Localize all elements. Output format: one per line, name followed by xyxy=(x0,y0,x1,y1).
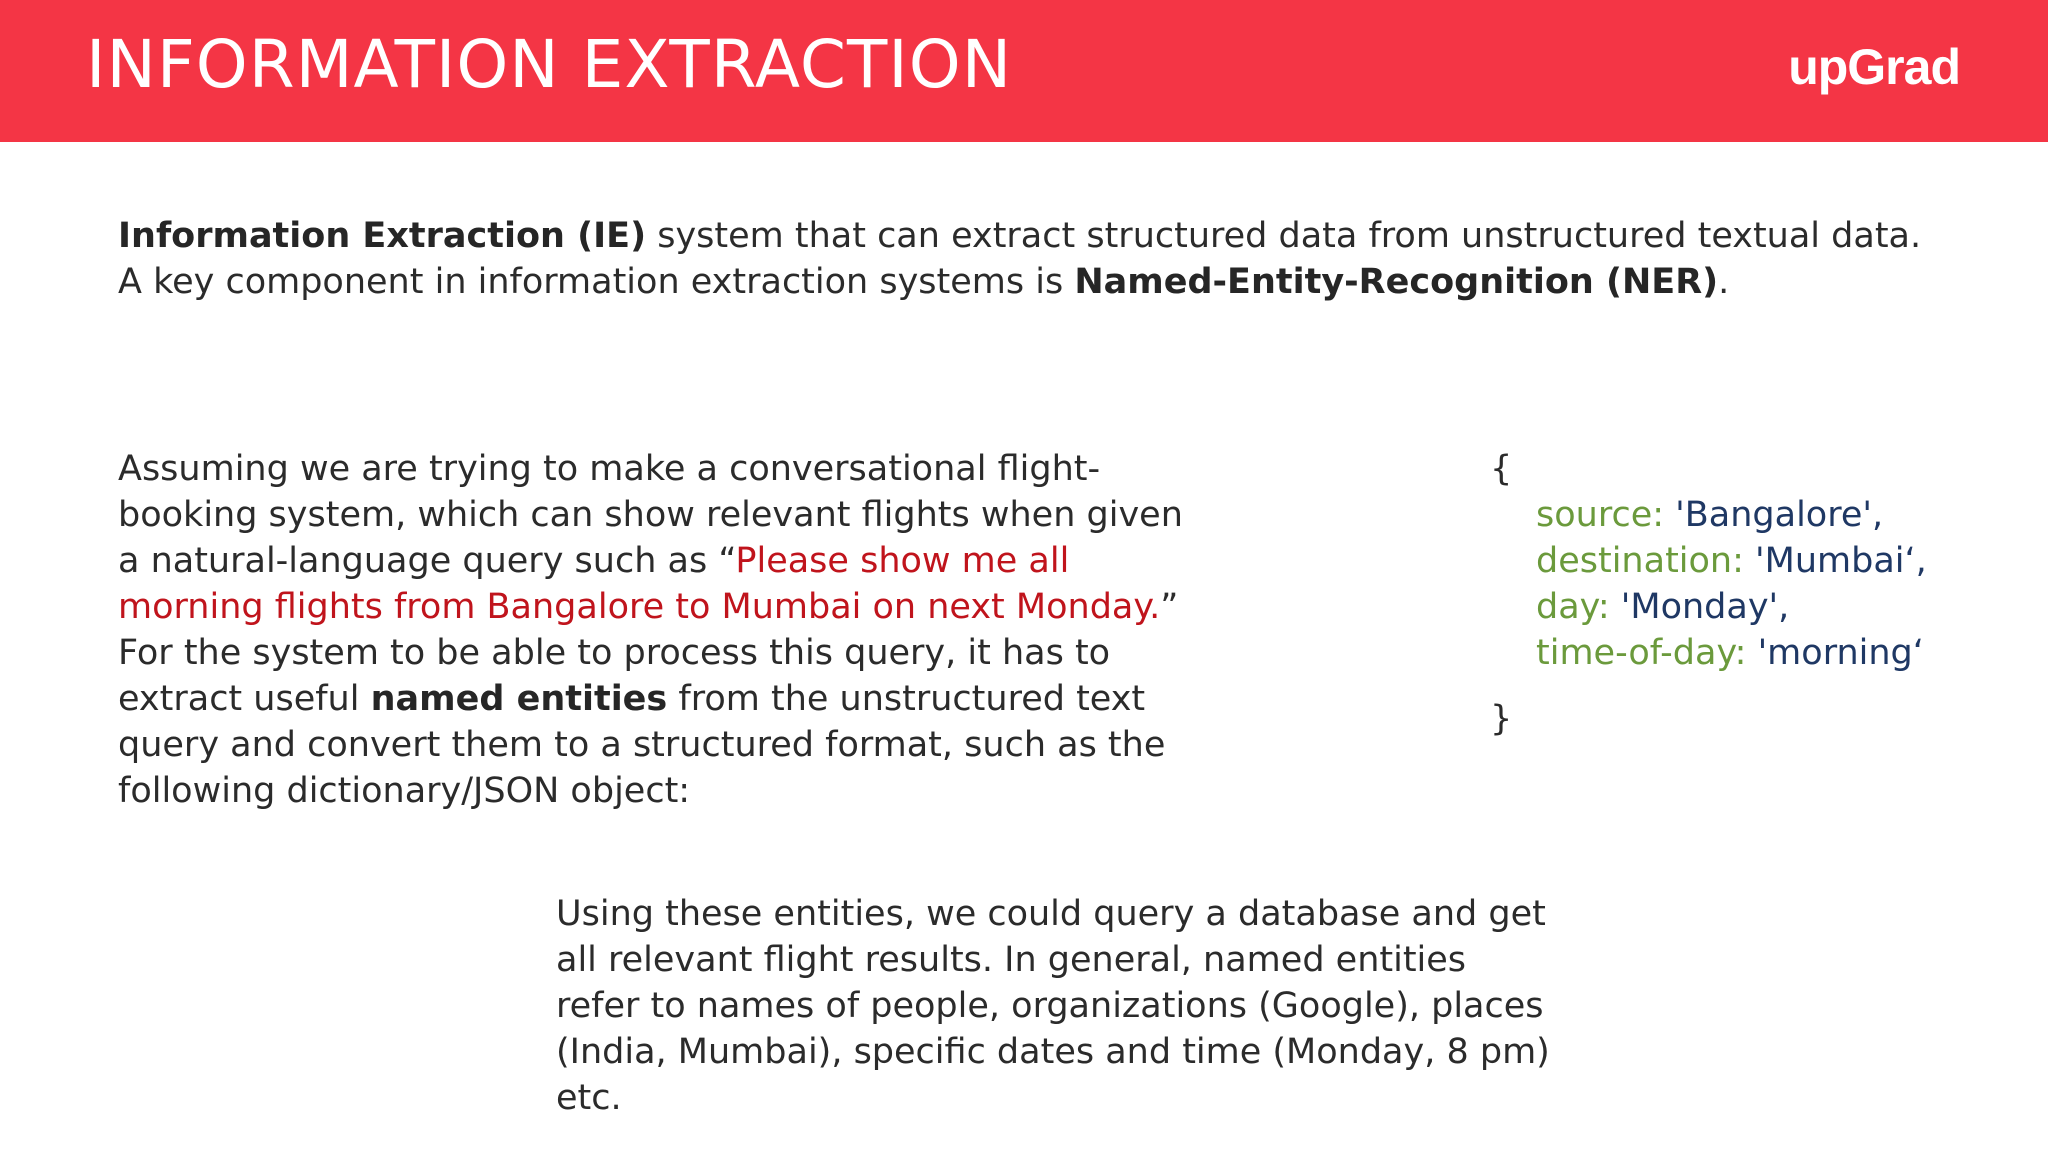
json-key: day: xyxy=(1536,587,1621,627)
upgrad-logo: upGrad xyxy=(1788,39,1960,95)
assumption-paragraph xyxy=(118,446,1198,814)
json-value: 'morning‘ xyxy=(1757,633,1924,673)
closing-paragraph: Using these entities, we could query a database and get all relevant flight results. In general, named entities refer to names of people, organizations (Google), places (India, Mumbai), specific dates and time (Monday, 8 pm) etc. xyxy=(556,894,1550,1118)
intro-paragraph xyxy=(118,213,1938,305)
json-entry-destination xyxy=(1490,538,1927,584)
json-entry-time-of-day xyxy=(1490,630,1927,676)
example-query: Please show me all morning flights from Bangalore to Mumbai on next Monday. xyxy=(118,541,1161,627)
header-bar xyxy=(0,0,2048,142)
json-entry-day xyxy=(1490,584,1927,630)
assumption-text-3: from the unstructured text query and convert them to a structured format, such as the following dictionary/JSON object: xyxy=(118,679,1166,811)
json-value: 'Monday', xyxy=(1620,587,1790,627)
ner-term: Named-Entity-Recognition (NER) xyxy=(1074,262,1719,302)
named-entities-term: named entities xyxy=(370,679,668,719)
json-entry-source xyxy=(1490,492,1927,538)
json-open-brace: { xyxy=(1490,449,1513,489)
json-key: time-of-day: xyxy=(1536,633,1758,673)
intro-text-2: . xyxy=(1718,262,1730,302)
intro-text-1: system that can extract structured data from unstructured textual data. A key component in information extraction systems is xyxy=(118,216,1922,302)
json-key: destination: xyxy=(1536,541,1756,581)
json-close-brace: } xyxy=(1490,699,1513,739)
json-value: 'Mumbai‘, xyxy=(1755,541,1927,581)
json-key: source: xyxy=(1536,495,1676,535)
assumption-text-2: ” For the system to be able to process this query, it has to extract useful xyxy=(118,587,1179,719)
ie-term: Information Extraction (IE) xyxy=(118,216,647,256)
json-example xyxy=(1490,446,1927,742)
page-title: INFORMATION EXTRACTION xyxy=(86,26,1013,103)
json-value: 'Bangalore', xyxy=(1675,495,1884,535)
assumption-text-1: Assuming we are trying to make a conversational flight-booking system, which can show relevant flights when given a natural-language query such as “ xyxy=(118,449,1183,581)
